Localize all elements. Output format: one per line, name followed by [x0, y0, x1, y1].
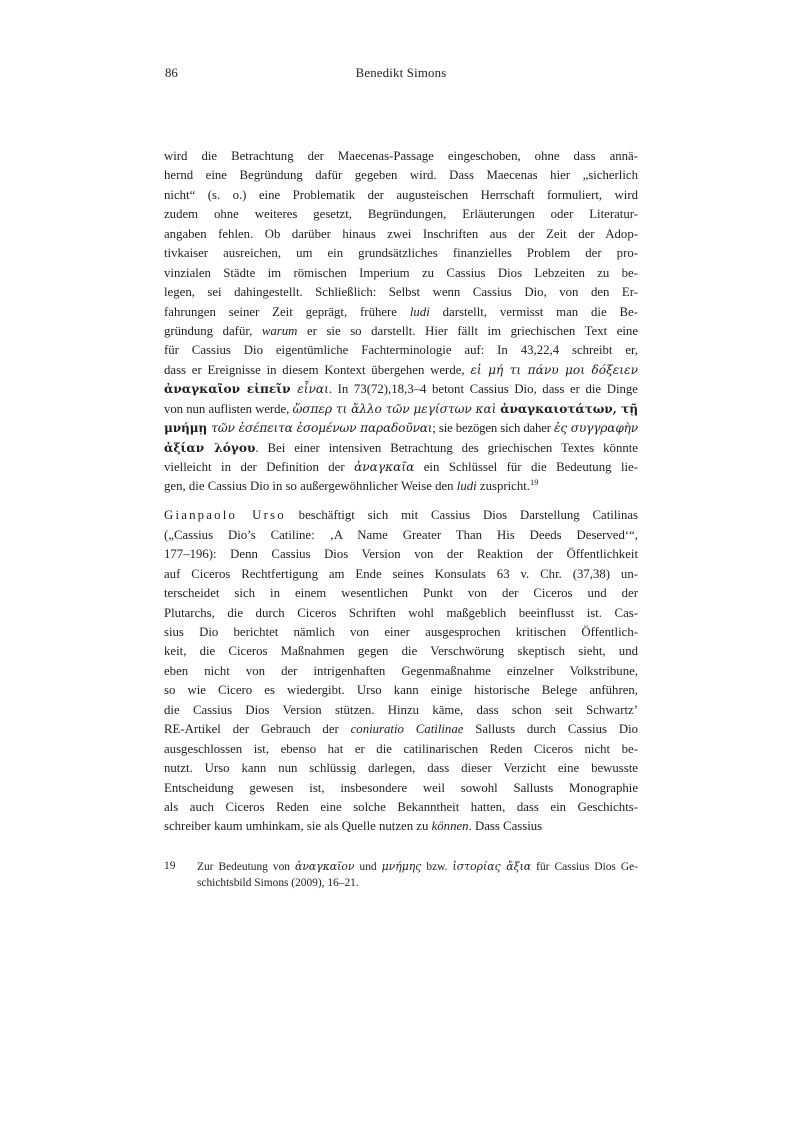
text-line: von nun auflisten werde, ὥσπερ τι ἄλλο τῶν μεγίστων καὶ ἀναγκαιοτάτων, τῇ [164, 401, 638, 416]
text-line: RE-Artikel der Gebrauch der coniuratio Catilinae Sallusts durch Cassius Dio [164, 722, 638, 737]
text-line: nicht“ (s. o.) eine Problematik der augusteischen Herrschaft formuliert, wird [164, 187, 638, 202]
text-line: die Cassius Dios Version stützen. Hinzu käme, dass schon seit Schwartz’ [164, 702, 638, 717]
text-line: („Cassius Dio’s Catiline: ‚A Name Greater Than His Deeds Deserved‘“, [164, 527, 638, 542]
text-line: wird die Betrachtung der Maecenas-Passage eingeschoben, ohne dass annä- [164, 149, 638, 163]
text-line: hernd eine Begründung dafür gegeben wird. Dass Maecenas hier „sicherlich [164, 168, 638, 183]
footnote [164, 858, 638, 892]
text-line: Zur Bedeutung von ἀναγκαῖον und μνήμης bzw. ἱστορίας ἄξια für Cassius Dios Ge- [197, 860, 638, 873]
footnote-text [197, 858, 638, 892]
text-line: terscheidet sich in einem wesentlichen Punkt von der Ciceros und der [164, 586, 638, 601]
text-line: schreiber kaum umhinkam, sie als Quelle nutzen zu können. Dass Cassius [164, 819, 543, 834]
text-line: tivkaiser ausreichen, um ein grundsätzliches finanzielles Problem der pro- [164, 246, 638, 261]
text-line: angaben fehlen. Ob darüber hinaus zwei Inschriften aus der Zeit der Adop- [164, 226, 638, 241]
text-line: Plutarchs, die durch Ciceros Schriften wohl maßgeblich beeinflusst ist. Cas- [164, 605, 638, 620]
running-head: Benedikt Simons [355, 66, 447, 80]
text-line: gen, die Cassius Dio in so außergewöhnlicher Weise den ludi zuspricht.$^{19}$ [164, 477, 539, 494]
text-line: Gianpaolo Urso beschäftigt sich mit Cassius Dios Darstellung Catilinas [164, 508, 638, 523]
paragraph-urso-catiline [164, 506, 638, 836]
text-line: schichtsbild Simons (2009), 16–21. [197, 877, 359, 889]
text-line: zudem ohne weiteres gesetzt, Begründungen, Erläuterungen oder Literatur- [164, 207, 638, 222]
text-line: als auch Ciceros Reden eine solche Bekanntheit hatten, dass ein Geschichts- [164, 799, 638, 814]
text-line: Entscheidung gewesen ist, insbesondere weil sowohl Sallusts Monographie [164, 780, 638, 795]
paragraph-maecenas-critique [164, 147, 638, 497]
footnote-number: 19 [164, 860, 176, 872]
text-line: so wie Cicero es wiedergibt. Urso kann einige historische Belege anführen, [164, 683, 638, 698]
text-line: fahrungen seiner Zeit geprägt, frühere ludi darstellt, vermisst man die Be- [164, 304, 638, 319]
text-line: vinzialen Städte im römischen Imperium zu Cassius Dios Lebzeiten zu be- [164, 265, 638, 280]
text-line: ἀξίαν λόγου. Bei einer intensiven Betrachtung des griechischen Textes könnte [164, 440, 638, 455]
text-line: 177–196): Denn Cassius Dios Version von der Reaktion der Öffentlichkeit [164, 547, 638, 562]
text-line: sius Dio berichtet nämlich von einer ausgesprochen kritischen Öffentlich- [164, 625, 638, 639]
text-line: vielleicht in der Definition der ἀναγκαῖα ein Schlüssel für die Bedeutung lie- [164, 460, 638, 474]
text-line: ἀναγκαῖον εἰπεῖν εἶναι. In 73(72),18,3–4 betont Cassius Dio, dass er die Dinge [164, 382, 638, 397]
text-line: μνήμῃ τῶν ἐσέπειτα ἐσομένων παραδοῦναι; sie bezögen sich daher ἐς συγγραφὴν [164, 421, 638, 436]
text-line: nutzt. Urso kann nun schlüssig darlegen, dass dieser Verzicht eine bewusste [164, 761, 638, 776]
page-number: 86 [165, 66, 178, 80]
page-header [164, 66, 638, 84]
text-line: auf Ciceros Rechtfertigung am Ende seines Konsulats 63 v. Chr. (37,38) un- [164, 566, 638, 581]
text-line: für Cassius Dio eigentümliche Fachterminologie auf: In 43,22,4 schreibt er, [164, 343, 638, 358]
text-line: legen, sei dahingestellt. Schließlich: Selbst wenn Cassius Dio, von den Er- [164, 285, 638, 300]
text-line: gründung dafür, warum er sie so darstellt. Hier fällt im griechischen Text eine [164, 323, 638, 338]
body-text [164, 147, 638, 837]
text-line: ausgeschlossen ist, ebenso hat er die catilinarischen Reden Ciceros nicht be- [164, 741, 638, 756]
text-line: dass er Ereignisse in diesem Kontext übergehen werde, εἰ μή τι πάνυ μοι δόξειεν [164, 362, 638, 377]
text-line: keit, die Ciceros Maßnahmen gegen die Verschwörung skeptisch sieht, und [164, 644, 638, 659]
text-line: eben nicht von der intrigenhaften Gegenmaßnahme einzelner Volkstribune, [164, 663, 638, 678]
